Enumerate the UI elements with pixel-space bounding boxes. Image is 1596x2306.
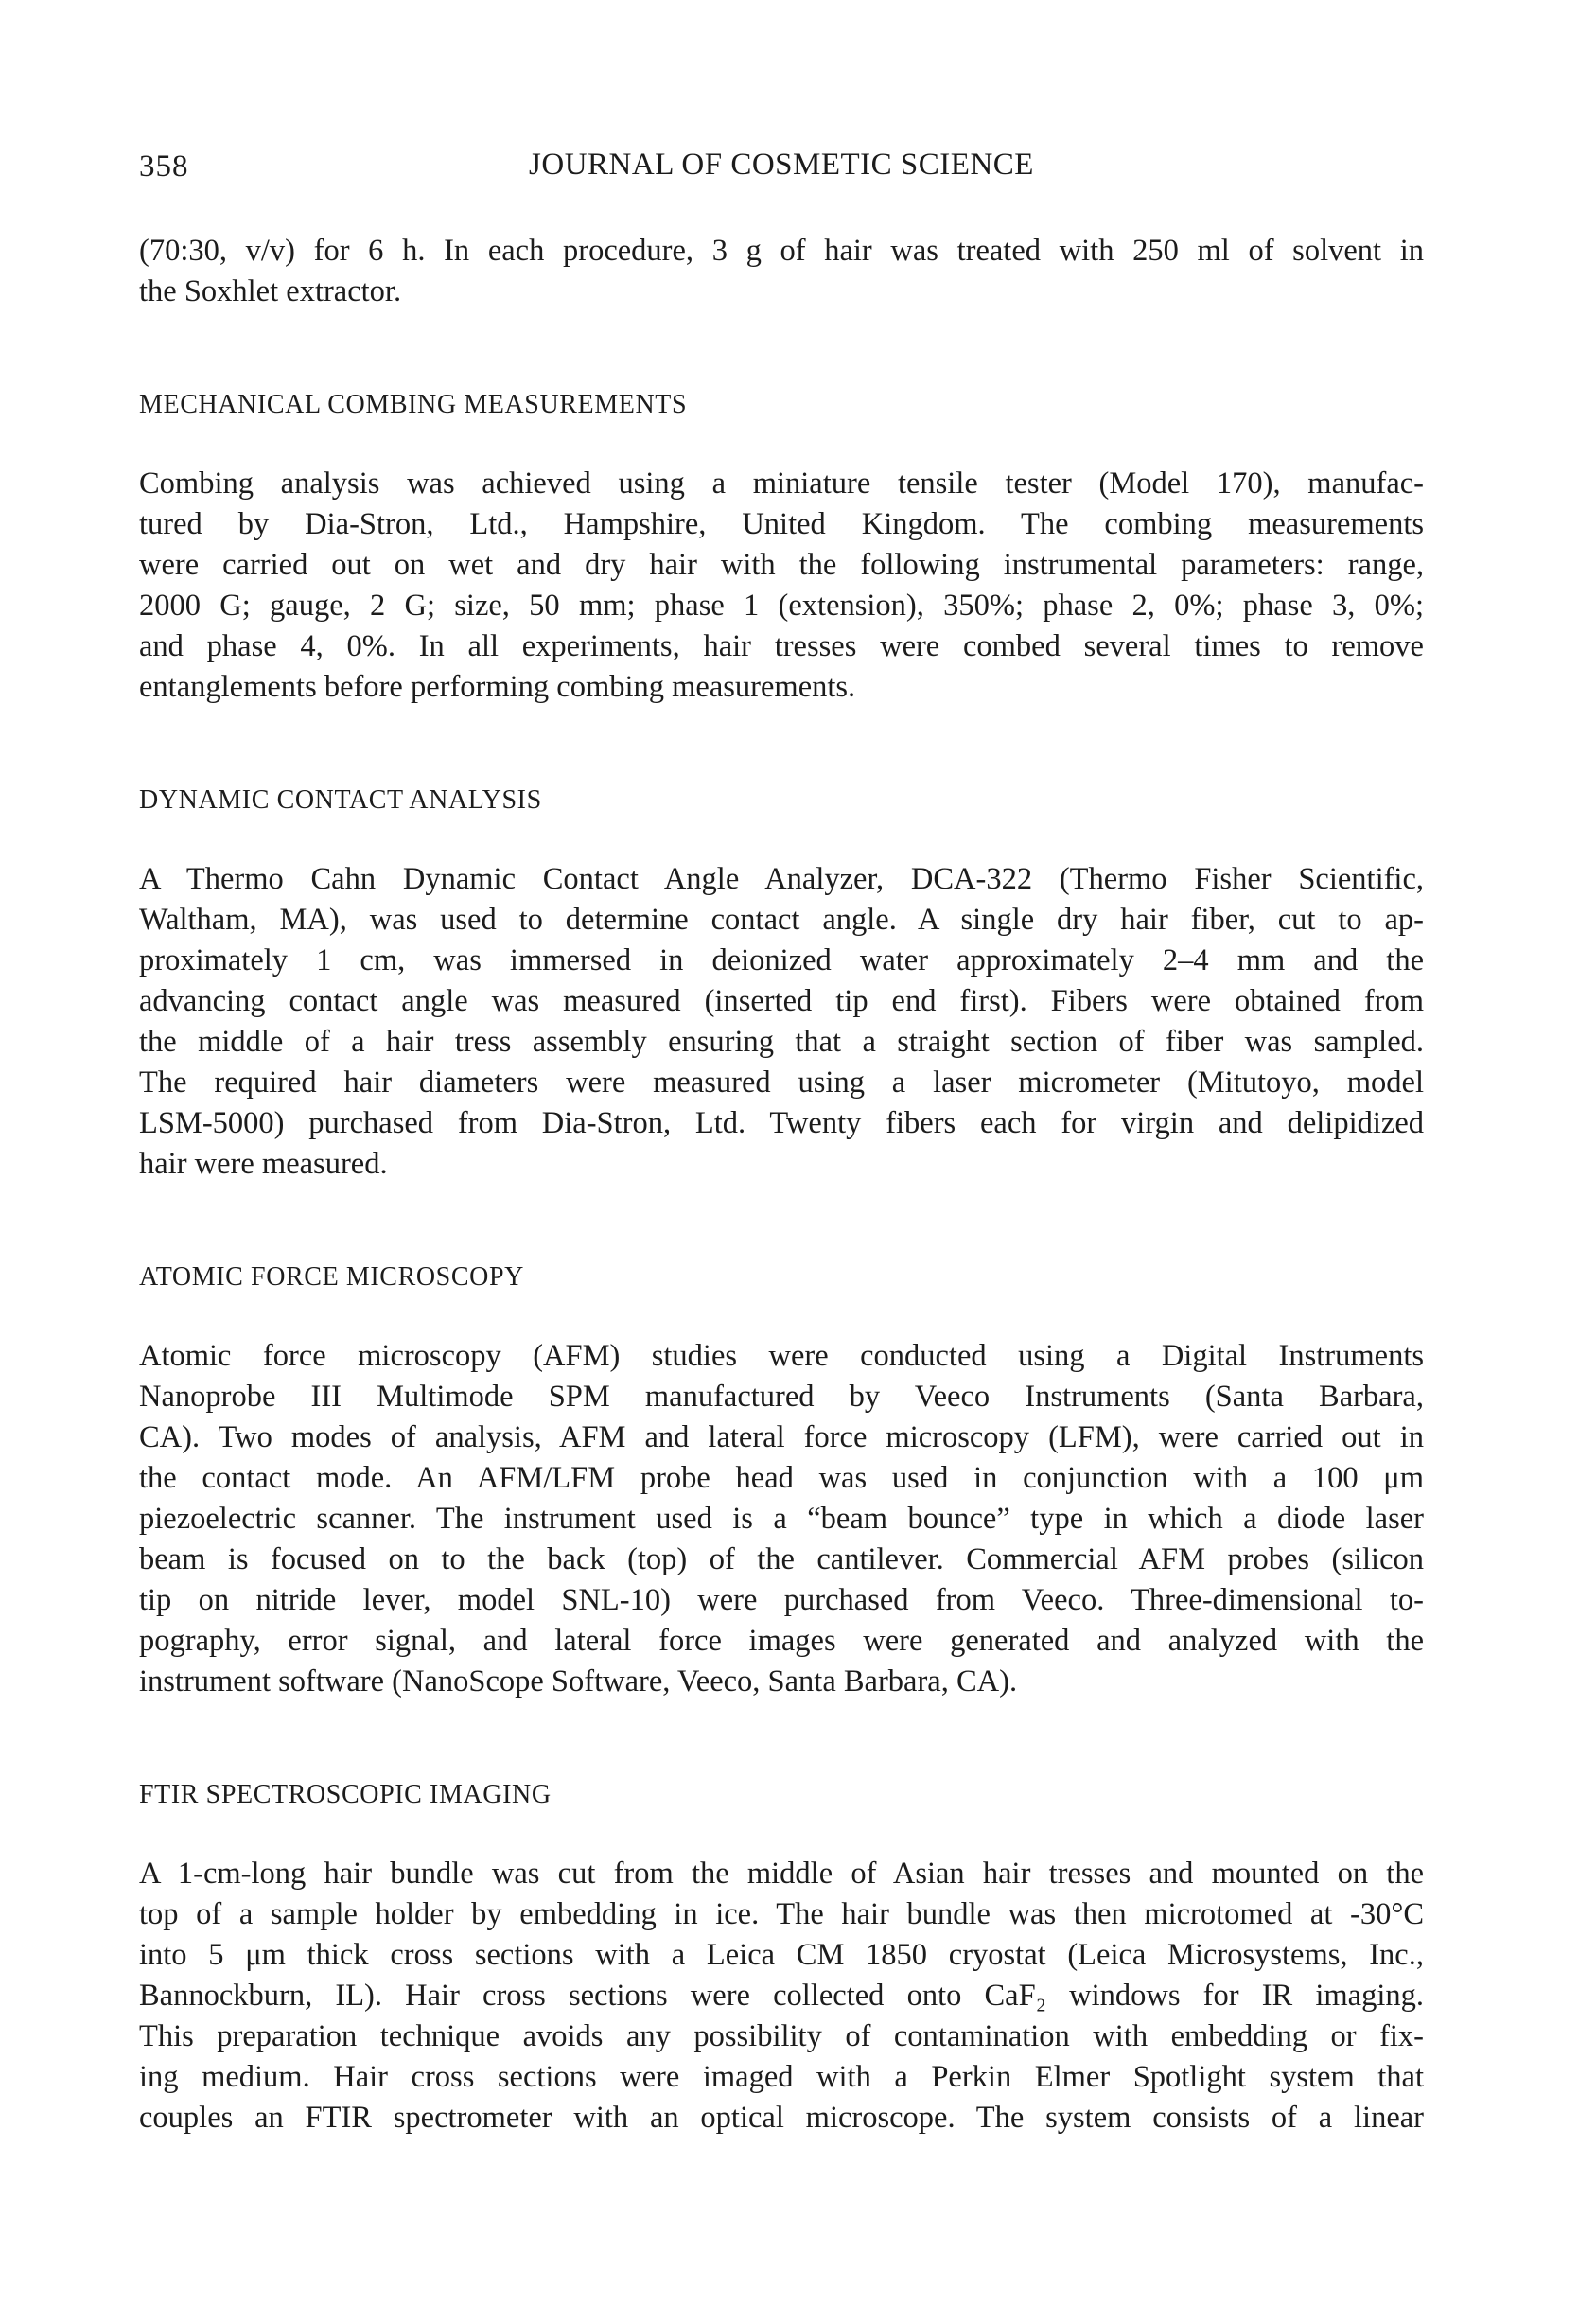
text-line: pography, error signal, and lateral force images were generated and analyzed with the bbox=[139, 1624, 1424, 1658]
text-line: CA). Two modes of analysis, AFM and lateral force microscopy (LFM), were carried out in bbox=[139, 1420, 1424, 1454]
text-line: proximately 1 cm, was immersed in deionized water approximately 2–4 mm and the bbox=[139, 943, 1424, 977]
text-line: advancing contact angle was measured (inserted tip end first). Fibers were obtained from bbox=[139, 984, 1424, 1018]
text-line: This preparation technique avoids any possibility of contamination with embedding or fix- bbox=[139, 2019, 1424, 2053]
section-heading: ATOMIC FORCE MICROSCOPY bbox=[139, 1262, 524, 1292]
text-line: beam is focused on to the back (top) of the cantilever. Commercial AFM probes (silicon bbox=[139, 1542, 1424, 1576]
text-line: into 5 μm thick cross sections with a Leica CM 1850 cryostat (Leica Microsystems, Inc., bbox=[139, 1938, 1424, 1972]
section-paragraph bbox=[139, 1854, 1424, 2139]
section-heading: DYNAMIC CONTACT ANALYSIS bbox=[139, 785, 542, 815]
intro-paragraph bbox=[139, 231, 1424, 312]
text-line: A Thermo Cahn Dynamic Contact Angle Analyzer, DCA-322 (Thermo Fisher Scientific, bbox=[139, 862, 1424, 896]
section-paragraph bbox=[139, 859, 1424, 1185]
text-line: Combing analysis was achieved using a miniature tensile tester (Model 170), manufac- bbox=[139, 466, 1424, 501]
text-line: were carried out on wet and dry hair with the following instrumental parameters: range, bbox=[139, 548, 1424, 582]
text-line: top of a sample holder by embedding in ice. The hair bundle was then microtomed at -30°C bbox=[139, 1897, 1424, 1931]
text-line: instrument software (NanoScope Software, Veeco, Santa Barbara, CA). bbox=[139, 1664, 1018, 1699]
text-line: couples an FTIR spectrometer with an optical microscope. The system consists of a linear bbox=[139, 2101, 1424, 2135]
text-line: piezoelectric scanner. The instrument used is a “beam bounce” type in which a diode laser bbox=[139, 1502, 1424, 1536]
journal-title: JOURNAL OF COSMETIC SCIENCE bbox=[529, 148, 1034, 182]
text-line: LSM-5000) purchased from Dia-Stron, Ltd. Twenty fibers each for virgin and delipidized bbox=[139, 1106, 1424, 1140]
section-paragraph bbox=[139, 464, 1424, 708]
text-line: Bannockburn, IL). Hair cross sections were collected onto CaF₂ windows for IR imaging. bbox=[139, 1979, 1424, 2013]
section-heading: MECHANICAL COMBING MEASUREMENTS bbox=[139, 390, 688, 419]
text-line: tured by Dia-Stron, Ltd., Hampshire, United Kingdom. The combing measurements bbox=[139, 507, 1424, 541]
page-header bbox=[139, 148, 1424, 189]
section-atomic-force-microscopy bbox=[139, 1260, 1424, 1702]
text-line: tip on nitride lever, model SNL-10) were purchased from Veeco. Three-dimensional to- bbox=[139, 1583, 1424, 1617]
text-line: entanglements before performing combing measurements. bbox=[139, 670, 856, 704]
text-line: Waltham, MA), was used to determine contact angle. A single dry hair fiber, cut to ap- bbox=[139, 903, 1424, 937]
page-number: 358 bbox=[139, 150, 189, 184]
section-heading: FTIR SPECTROSCOPIC IMAGING bbox=[139, 1780, 552, 1809]
text-line: and phase 4, 0%. In all experiments, hair tresses were combed several times to remove bbox=[139, 629, 1424, 663]
text-line: Nanoprobe III Multimode SPM manufactured by Veeco Instruments (Santa Barbara, bbox=[139, 1380, 1424, 1414]
text-line: hair were measured. bbox=[139, 1147, 388, 1181]
section-paragraph bbox=[139, 1336, 1424, 1702]
text-line: A 1-cm-long hair bundle was cut from the middle of Asian hair tresses and mounted on the bbox=[139, 1857, 1424, 1891]
text-line: the contact mode. An AFM/LFM probe head was used in conjunction with a 100 μm bbox=[139, 1461, 1424, 1495]
text-line: (70:30, v/v) for 6 h. In each procedure, 3 g of hair was treated with 250 ml of solvent in bbox=[139, 234, 1424, 268]
text-line: 2000 G; gauge, 2 G; size, 50 mm; phase 1 (extension), 350%; phase 2, 0%; phase 3, 0%; bbox=[139, 589, 1424, 623]
page-content bbox=[139, 0, 1424, 2139]
text-line: the Soxhlet extractor. bbox=[139, 274, 402, 308]
section-ftir-spectroscopic-imaging bbox=[139, 1778, 1424, 2139]
text-line: The required hair diameters were measured using a laser micrometer (Mitutoyo, model bbox=[139, 1065, 1424, 1100]
section-dynamic-contact-analysis bbox=[139, 783, 1424, 1185]
text-line: ing medium. Hair cross sections were imaged with a Perkin Elmer Spotlight system that bbox=[139, 2060, 1424, 2094]
text-line: the middle of a hair tress assembly ensuring that a straight section of fiber was sampled. bbox=[139, 1025, 1424, 1059]
section-mechanical-combing-measurements bbox=[139, 388, 1424, 708]
text-line: Atomic force microscopy (AFM) studies were conducted using a Digital Instruments bbox=[139, 1339, 1424, 1373]
